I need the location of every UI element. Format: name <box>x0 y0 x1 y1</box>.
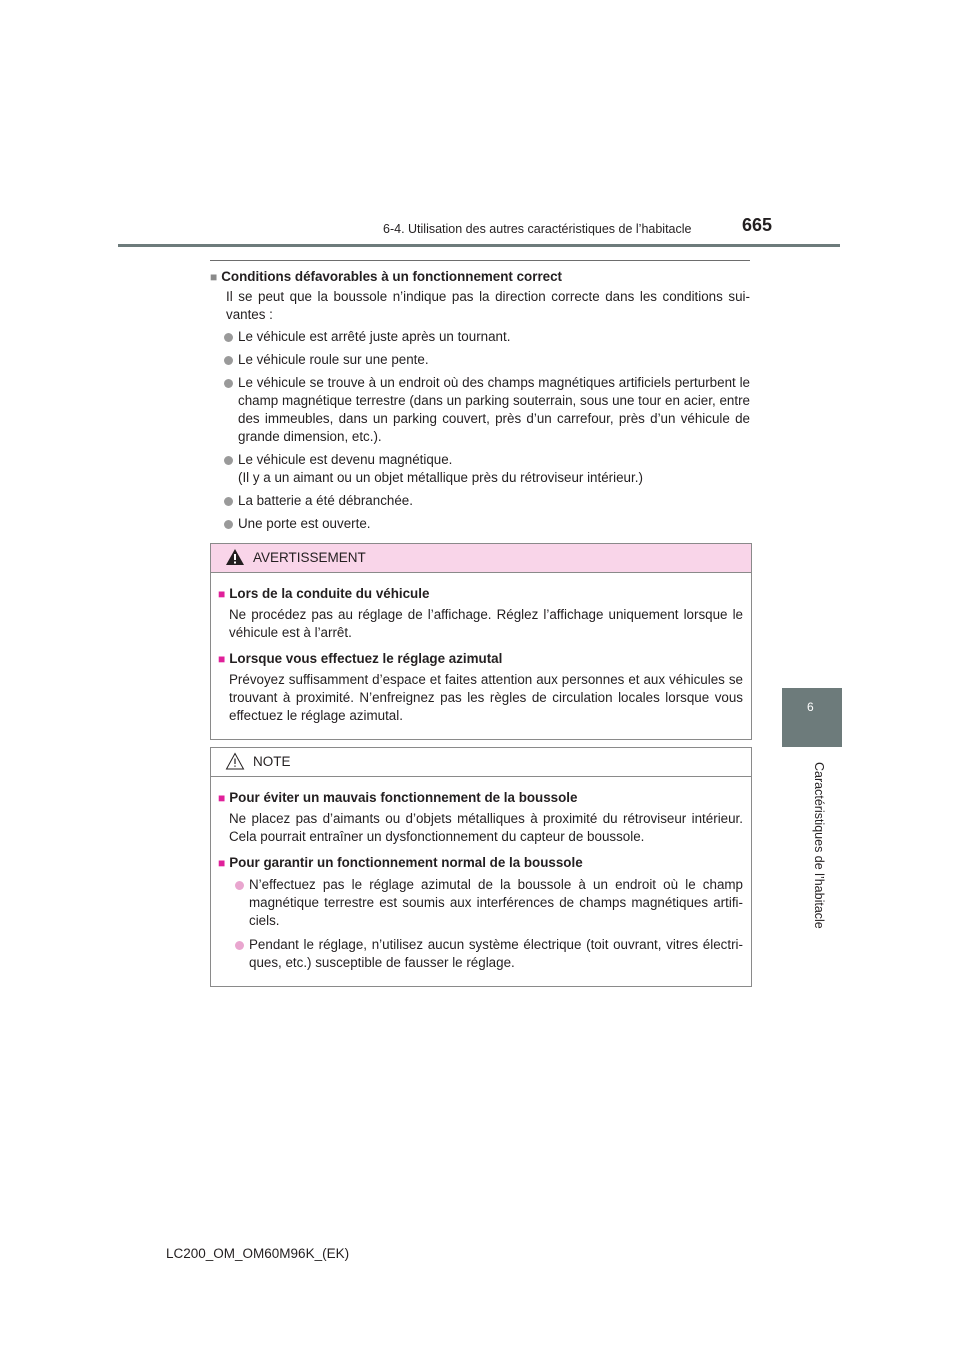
warning-header <box>211 544 751 573</box>
chapter-number: 6 <box>807 700 814 714</box>
list-item: Le véhicule roule sur une pente. <box>210 351 750 369</box>
section-heading <box>210 269 750 284</box>
warning-body <box>211 573 751 739</box>
bullet-dot-icon <box>235 881 244 890</box>
header-rule <box>118 244 840 247</box>
section-rule <box>210 260 750 261</box>
warning-item-title: ■ Lors de la conduite du véhicule <box>218 586 430 601</box>
square-bullet-icon: ■ <box>218 587 226 601</box>
note-list <box>218 876 743 972</box>
square-bullet-icon: ■ <box>218 791 226 805</box>
square-bullet-icon: ■ <box>218 856 226 870</box>
bullet-dot-icon <box>224 356 233 365</box>
note-body <box>211 777 751 986</box>
note-header <box>211 748 751 777</box>
running-header-section: 6-4. Utilisation des autres caractéristiques de l’habitacle <box>383 222 692 236</box>
warning-item-text: Prévoyez suffisamment d’espace et faites attention aux personnes et aux véhicules se trouvant à proximité. N’enfreignez pas les règles de circulation locales lorsque vous effectuez le réglage azimutal. <box>229 672 743 723</box>
warning-triangle-icon <box>225 548 245 566</box>
chapter-tab <box>782 688 842 747</box>
note-title: NOTE <box>253 754 291 769</box>
section-intro: Il se peut que la boussole n’indique pas la direction correcte dans les conditions suivantes : <box>226 289 750 322</box>
note-item-title: ■ Pour garantir un fonctionnement normal de la boussole <box>218 855 583 870</box>
bullet-dot-icon <box>224 497 233 506</box>
warning-box <box>210 543 752 740</box>
note-box <box>210 747 752 987</box>
main-content <box>210 260 750 538</box>
caution-outline-triangle-icon <box>225 752 245 770</box>
conditions-list <box>210 328 750 533</box>
note-item-title: ■ Pour éviter un mauvais fonctionnement de la boussole <box>218 790 578 805</box>
list-item-extra: (Il y a un aimant ou un objet métallique près du rétroviseur intérieur.) <box>238 470 643 485</box>
bullet-dot-icon <box>224 379 233 388</box>
bullet-dot-icon <box>224 520 233 529</box>
note-item-text: Ne placez pas d’aimants ou d’objets métalliques à proximité du rétroviseur intérieur. Cela pourrait entraîner un dysfonctionnement du capteur de boussole. <box>229 811 743 844</box>
list-item: Pendant le réglage, n’utilisez aucun système électrique (toit ouvrant, vitres électriques, etc.) susceptible de fausser le réglage. <box>218 936 743 972</box>
square-bullet-icon: ■ <box>210 270 218 284</box>
warning-title: AVERTISSEMENT <box>253 550 366 565</box>
page-number: 665 <box>742 215 773 235</box>
square-bullet-icon: ■ <box>218 652 226 666</box>
bullet-dot-icon <box>224 333 233 342</box>
list-item: Le véhicule se trouve à un endroit où des champs magnétiques artificiels perturbent le champ magnétique terrestre (dans un parking souterrain, sous une tour en acier, entre des immeubles, dans un parking couvert, près d’un carrefour, près d’un véhicule de grande dimension, etc.). <box>210 374 750 446</box>
warning-item-title: ■ Lorsque vous effectuez le réglage azimutal <box>218 651 503 666</box>
list-item: Le véhicule est devenu magnétique. (Il y a un aimant ou un objet métallique près du rétroviseur intérieur.) <box>210 451 750 487</box>
bullet-dot-icon <box>235 941 244 950</box>
list-item: N’effectuez pas le réglage azimutal de la boussole à un endroit où le champ magnétique terrestre est soumis aux interférences de champs magnétiques artificiels. <box>218 876 743 930</box>
list-item: Une porte est ouverte. <box>210 515 750 533</box>
chapter-label: Caractéristiques de l’habitacle <box>812 762 826 929</box>
warning-item-text: Ne procédez pas au réglage de l’affichage. Réglez l’affichage uniquement lorsque le véhicule est à l’arrêt. <box>229 607 743 640</box>
list-item: Le véhicule est arrêté juste après un tournant. <box>210 328 750 346</box>
footer-code: LC200_OM_OM60M96K_(EK) <box>166 1246 350 1261</box>
bullet-dot-icon <box>224 456 233 465</box>
list-item: La batterie a été débranchée. <box>210 492 750 510</box>
section-title: Conditions défavorables à un fonctionnement correct <box>221 269 563 284</box>
